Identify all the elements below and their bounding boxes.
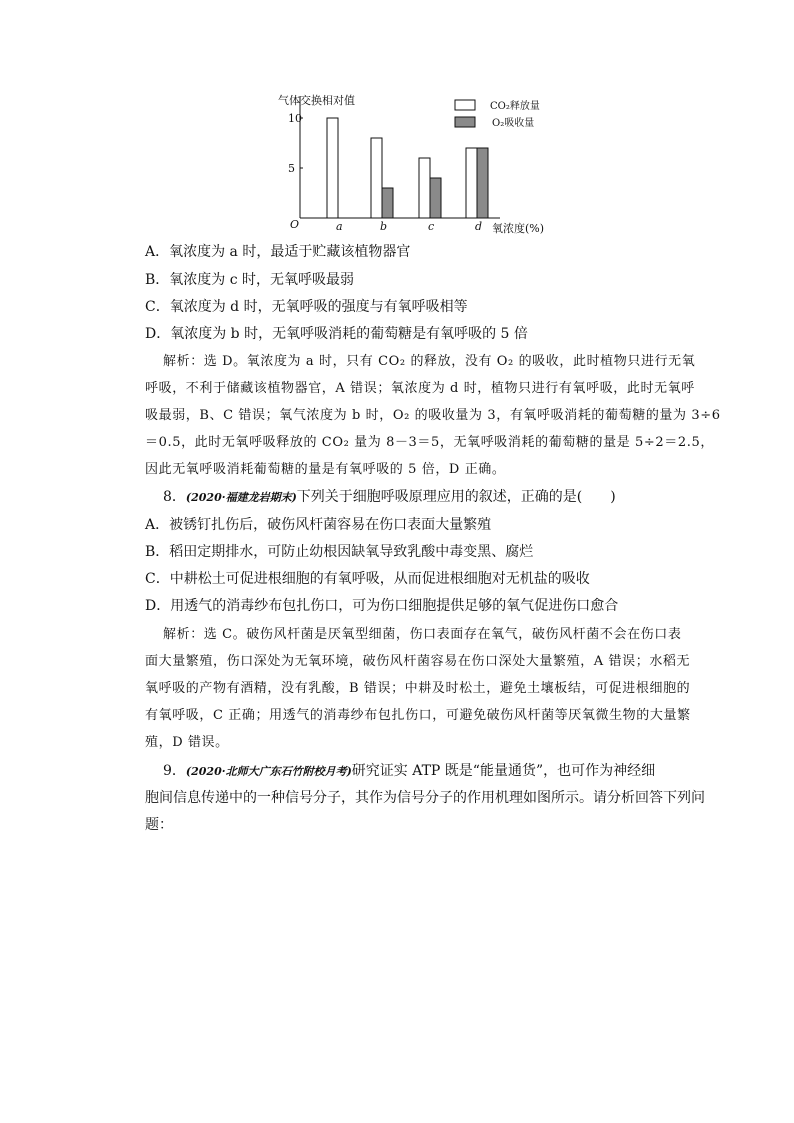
gas-exchange-bar-chart [270, 88, 560, 238]
q9-number: 9． [163, 763, 186, 779]
legend-label-co2: CO₂释放量 [490, 101, 540, 112]
co2-release-bar [466, 148, 477, 218]
q8-option-b: B．稻田定期排水，可防止幼根因缺氧导致乳酸中毒变黑、腐烂 [145, 544, 534, 560]
q7-solution-line: 呼吸，不利于储藏该植物器官，A 错误；氧浓度为 d 时，植物只进行有氧呼吸，此时无氧呼 [145, 381, 695, 396]
co2-release-bar [419, 158, 430, 218]
q8-stem [163, 488, 616, 507]
o2-absorb-bar [382, 188, 393, 218]
o2-absorb-bar [430, 178, 441, 218]
q7-solution-line: 吸最弱，B、C 错误；氧气浓度为 b 时，O₂ 的吸收量为 3，有氧呼吸消耗的葡萄糖的量为 3÷6 [145, 408, 721, 423]
q8-solution-line: 氧呼吸的产物有酒精，没有乳酸，B 错误；中耕及时松土，避免土壤板结，可促进根细胞的 [145, 681, 691, 696]
q8-solution-line: 有氧呼吸，C 正确；用透气的消毒纱布包扎伤口，可避免破伤风杆菌等厌氧微生物的大量繁 [145, 708, 691, 723]
o2-absorb-bar [477, 148, 488, 218]
q8-option-d: D．用透气的消毒纱布包扎伤口，可为伤口细胞提供足够的氧气促进伤口愈合 [145, 598, 619, 614]
q7-option-a: A．氧浓度为 a 时，最适于贮藏该植物器官 [145, 244, 411, 260]
q9-stem [163, 762, 655, 781]
q7-solution-line: 因此无氧呼吸消耗葡萄糖的量是有氧呼吸的 5 倍，D 正确。 [145, 462, 506, 477]
q8-solution-line: 面大量繁殖，伤口深处为无氧环境，破伤风杆菌容易在伤口深处大量繁殖，A 错误；水稻无 [145, 654, 691, 669]
legend-swatch-o2 [455, 117, 475, 127]
x-axis-label: 氧浓度(%) [492, 222, 545, 235]
q8-solution-line: 殖，D 错误。 [145, 735, 229, 750]
x-tick-label: b [380, 220, 388, 233]
y-tick-label: 10 [288, 112, 302, 125]
chart-svg [270, 88, 560, 238]
co2-release-bar [371, 138, 382, 218]
q7-option-b: B．氧浓度为 c 时，无氧呼吸最弱 [145, 272, 355, 288]
y-tick-label: 5 [288, 162, 295, 175]
q8-stem-text: 下列关于细胞呼吸原理应用的叙述，正确的是( ) [296, 489, 616, 505]
q7-solution-line: 解析：选 D。氧浓度为 a 时，只有 CO₂ 的释放，没有 O₂ 的吸收，此时植物只进行无氧 [163, 354, 696, 369]
q8-option-c: C．中耕松土可促进根细胞的有氧呼吸，从而促进根细胞对无机盐的吸收 [145, 571, 590, 587]
q7-option-d: D．氧浓度为 b 时，无氧呼吸消耗的葡萄糖是有氧呼吸的 5 倍 [145, 326, 528, 342]
x-tick-label: c [428, 220, 435, 233]
q9-stem-line: 胞间信息传递中的一种信号分子，其作为信号分子的作用机理如图所示。请分析回答下列问 [145, 790, 705, 806]
q9-stem-text: 研究证实 ATP 既是“能量通货”，也可作为神经细 [351, 763, 656, 779]
origin-label: O [290, 218, 300, 231]
legend-swatch-co2 [455, 100, 475, 110]
q8-number: 8． [163, 489, 186, 505]
q7-option-c: C．氧浓度为 d 时，无氧呼吸的强度与有氧呼吸相等 [145, 299, 468, 315]
q9-source: (2020·北师大广东石竹附校月考) [185, 765, 352, 778]
y-axis-label: 气体交换相对值 [278, 94, 355, 107]
legend-label-o2: O₂吸收量 [492, 118, 535, 129]
q9-stem-line: 题： [145, 817, 173, 833]
q7-solution-line: ＝0.5，此时无氧呼吸释放的 CO₂ 量为 8－3＝5，无氧呼吸消耗的葡萄糖的量是 5÷2＝2.5， [145, 435, 714, 450]
q8-source: (2020·福建龙岩期末) [185, 491, 297, 504]
q8-option-a: A．被锈钉扎伤后，破伤风杆菌容易在伤口表面大量繁殖 [145, 517, 492, 533]
x-tick-label: d [475, 220, 483, 233]
x-tick-label: a [336, 220, 343, 233]
co2-release-bar [327, 118, 338, 218]
q8-solution-line: 解析：选 C。破伤风杆菌是厌氧型细菌，伤口表面存在氧气，破伤风杆菌不会在伤口表 [163, 627, 682, 642]
